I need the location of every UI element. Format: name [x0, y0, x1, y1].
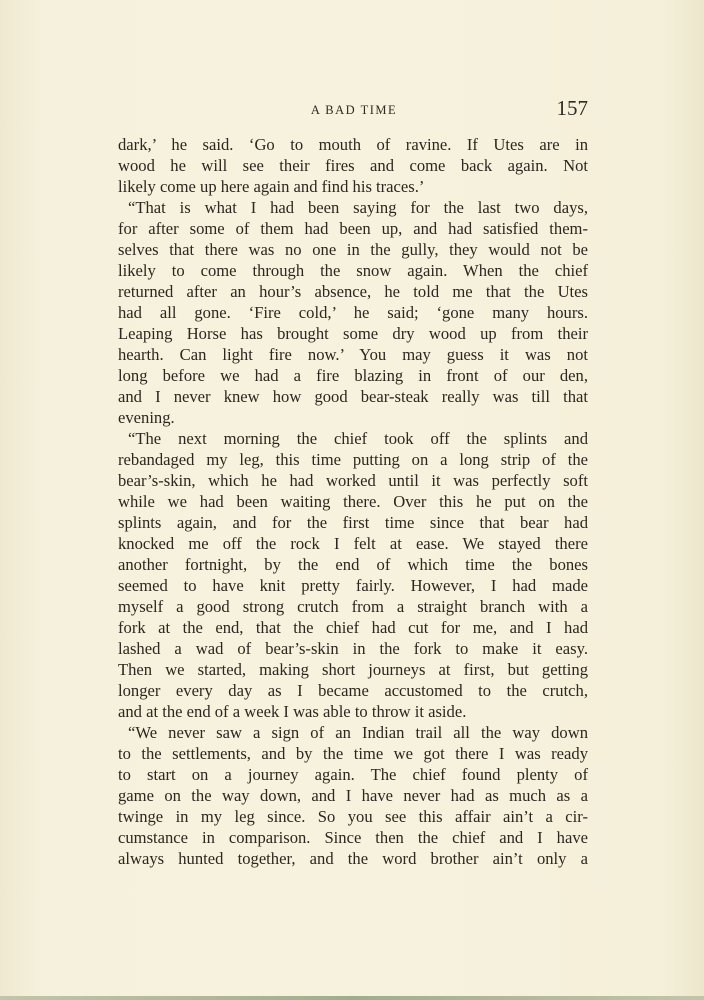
text-line: another fortnight, by the end of which time the bones [118, 555, 588, 574]
text-line: returned after an hour’s absence, he told me that the Utes [118, 282, 588, 301]
text-line: “The next morning the chief took off the splints and [128, 429, 588, 448]
text-line: long before we had a fire blazing in front of our den, [118, 366, 588, 385]
text-line: “That is what I had been saying for the last two days, [128, 198, 588, 217]
running-head: A BAD TIME [310, 103, 398, 117]
text-line: splints again, and for the first time since that bear had [118, 513, 588, 532]
text-line: seemed to have knit pretty fairly. However, I had made [118, 576, 588, 595]
text-line: myself a good strong crutch from a straight branch with a [118, 597, 588, 616]
page-number: 157 [556, 96, 588, 120]
text-line: wood he will see their fires and come back again. Not [118, 156, 588, 175]
text-line: longer every day as I became accustomed to the crutch, [118, 681, 588, 700]
text-line: rebandaged my leg, this time putting on a long strip of the [118, 450, 588, 469]
text-line: dark,’ he said. ‘Go to mouth of ravine. If Utes are in [118, 135, 588, 154]
text-line: cumstance in comparison. Since then the chief and I have [118, 828, 588, 847]
text-line: to the settlements, and by the time we got there I was ready [118, 744, 588, 763]
text-line: to start on a journey again. The chief found plenty of [118, 765, 588, 784]
text-line: always hunted together, and the word brother ain’t only a [118, 849, 588, 868]
text-line: twinge in my leg since. So you see this affair ain’t a cir- [118, 807, 588, 826]
text-line: lashed a wad of bear’s-skin in the fork to make it easy. [118, 639, 588, 658]
text-line: likely to come through the snow again. When the chief [118, 261, 588, 280]
page-edge [0, 996, 704, 1000]
text-line: had all gone. ‘Fire cold,’ he said; ‘gone many hours. [118, 303, 588, 322]
text-line: while we had been waiting there. Over this he put on the [118, 492, 588, 511]
text-line: fork at the end, that the chief had cut for me, and I had [118, 618, 588, 637]
text-line: likely come up here again and find his traces.’ [118, 177, 425, 196]
text-line: Leaping Horse has brought some dry wood up from their [118, 324, 588, 343]
text-line: knocked me off the rock I felt at ease. We stayed there [118, 534, 588, 553]
text-line: for after some of them had been up, and had satisfied them- [118, 219, 588, 238]
body-text [118, 134, 588, 869]
text-line: evening. [118, 408, 175, 427]
page-header [118, 96, 590, 124]
text-line: hearth. Can light fire now.’ You may guess it was not [118, 345, 588, 364]
text-line: selves that there was no one in the gully, they would not be [118, 240, 588, 259]
text-line: “We never saw a sign of an Indian trail all the way down [128, 723, 588, 742]
text-line: Then we started, making short journeys at first, but getting [118, 660, 588, 679]
text-line: and I never knew how good bear-steak really was till that [118, 387, 588, 406]
text-line: and at the end of a week I was able to throw it aside. [118, 702, 467, 721]
text-line: game on the way down, and I have never had as much as a [118, 786, 588, 805]
text-line: bear’s-skin, which he had worked until it was perfectly soft [118, 471, 588, 490]
